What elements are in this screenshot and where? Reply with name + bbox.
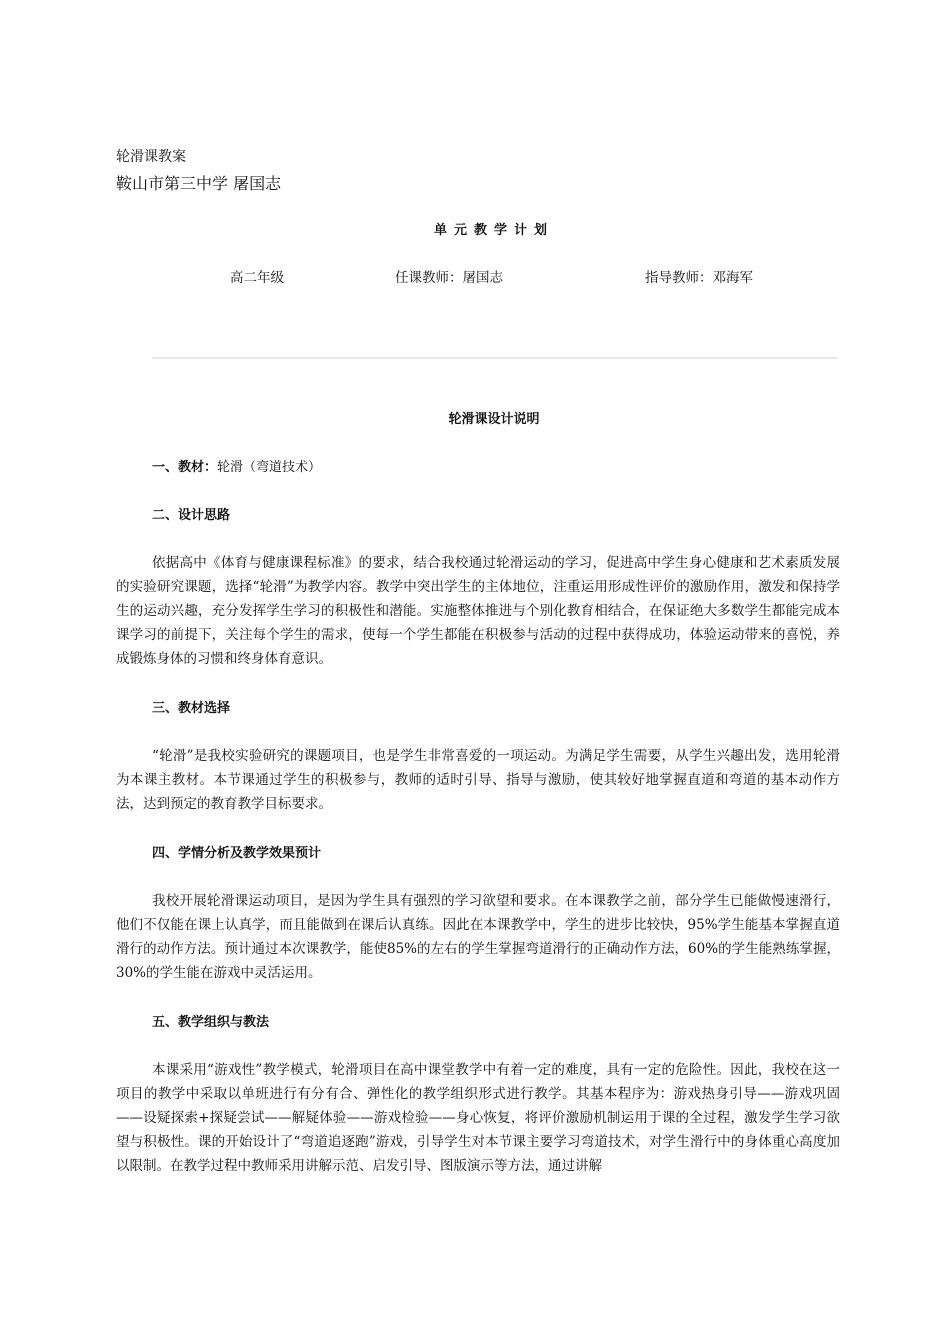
design-title: 轮滑课设计说明 (448, 412, 540, 427)
horizontal-divider (152, 357, 838, 359)
section-heading-material-label: 一、教材： (152, 460, 218, 475)
section-heading-material (152, 459, 321, 477)
author-line: 鞍山市第三中学 屠国志 (116, 174, 282, 193)
teacher-label: 任课教师：屠国志 (395, 270, 503, 286)
section-heading-learner-analysis: 四、学情分析及教学效果预计 (152, 846, 322, 861)
advisor-label: 指导教师：邓海军 (645, 270, 753, 286)
section-heading-design-idea: 二、设计思路 (152, 508, 231, 523)
section-heading-material-choice: 三、教材选择 (152, 701, 231, 716)
section-heading-organization: 五、教学组织与教法 (152, 1015, 270, 1030)
grade-label: 高二年级 (230, 270, 284, 286)
section-body-organization: 本课采用“游戏性”教学模式，轮滑项目在高中课堂教学中有着一定的难度，具有一定的危险性。因此，我校在这一项目的教学中采取以单班进行有分有合、弹性化的教学组织形式进行教学。其基本程序为：游戏热身引导——游戏巩固——设疑探索+探疑尝试——解疑体验——游戏检验——身心恢复，将评价激励机制运用于课的全过程，激发学生学习欲望与积极性。课的开始设计了“弯道追逐跑”游戏，引导学生对本节课主要学习弯道技术，对学生滑行中的身体重心高度加以限制。在教学过程中教师采用讲解示范、启发引导、图版演示等方法，通过讲解 (116, 1062, 840, 1174)
section-heading-material-value: 轮滑（弯道技术） (217, 460, 322, 475)
doc-title: 轮滑课教案 (116, 149, 186, 165)
section-body-material-choice: “轮滑”是我校实验研究的课题项目，也是学生非常喜爱的一项运动。为满足学生需要，从学生兴趣出发，选用轮滑为本课主教材。本节课通过学生的积极参与，教师的适时引导、指导与激励，使其较好地掌握直道和弯道的基本动作方法，达到预定的教育教学目标要求。 (116, 748, 840, 812)
section-body-learner-analysis: 我校开展轮滑课运动项目，是因为学生具有强烈的学习欲望和要求。在本课教学之前，部分学生已能做慢速滑行，他们不仅能在课上认真学，而且能做到在课后认真练。因此在本课教学中，学生的进步比较快，95%学生能基本掌握直道滑行的动作方法。预计通过本次课教学，能使85%的左右的学生掌握弯道滑行的正确动作方法，60%的学生能熟练掌握，30%的学生能在游戏中灵活运用。 (116, 893, 840, 981)
section-body-design-idea: 依据高中《体育与健康课程标准》的要求，结合我校通过轮滑运动的学习，促进高中学生身心健康和艺术素质发展的实验研究课题，选择“轮滑”为教学内容。教学中突出学生的主体地位，注重运用形成性评价的激励作用，激发和保持学生的运动兴趣，充分发挥学生学习的积极性和潜能。实施整体推进与个别化教育相结合，在保证绝大多数学生都能完成本课学习的前提下，关注每个学生的需求，使每一个学生都能在积极参与活动的过程中获得成功，体验运动带来的喜悦，养成锻炼身体的习惯和终身体育意识。 (116, 555, 840, 667)
unit-plan-title: 单元教学计划 (433, 223, 554, 238)
